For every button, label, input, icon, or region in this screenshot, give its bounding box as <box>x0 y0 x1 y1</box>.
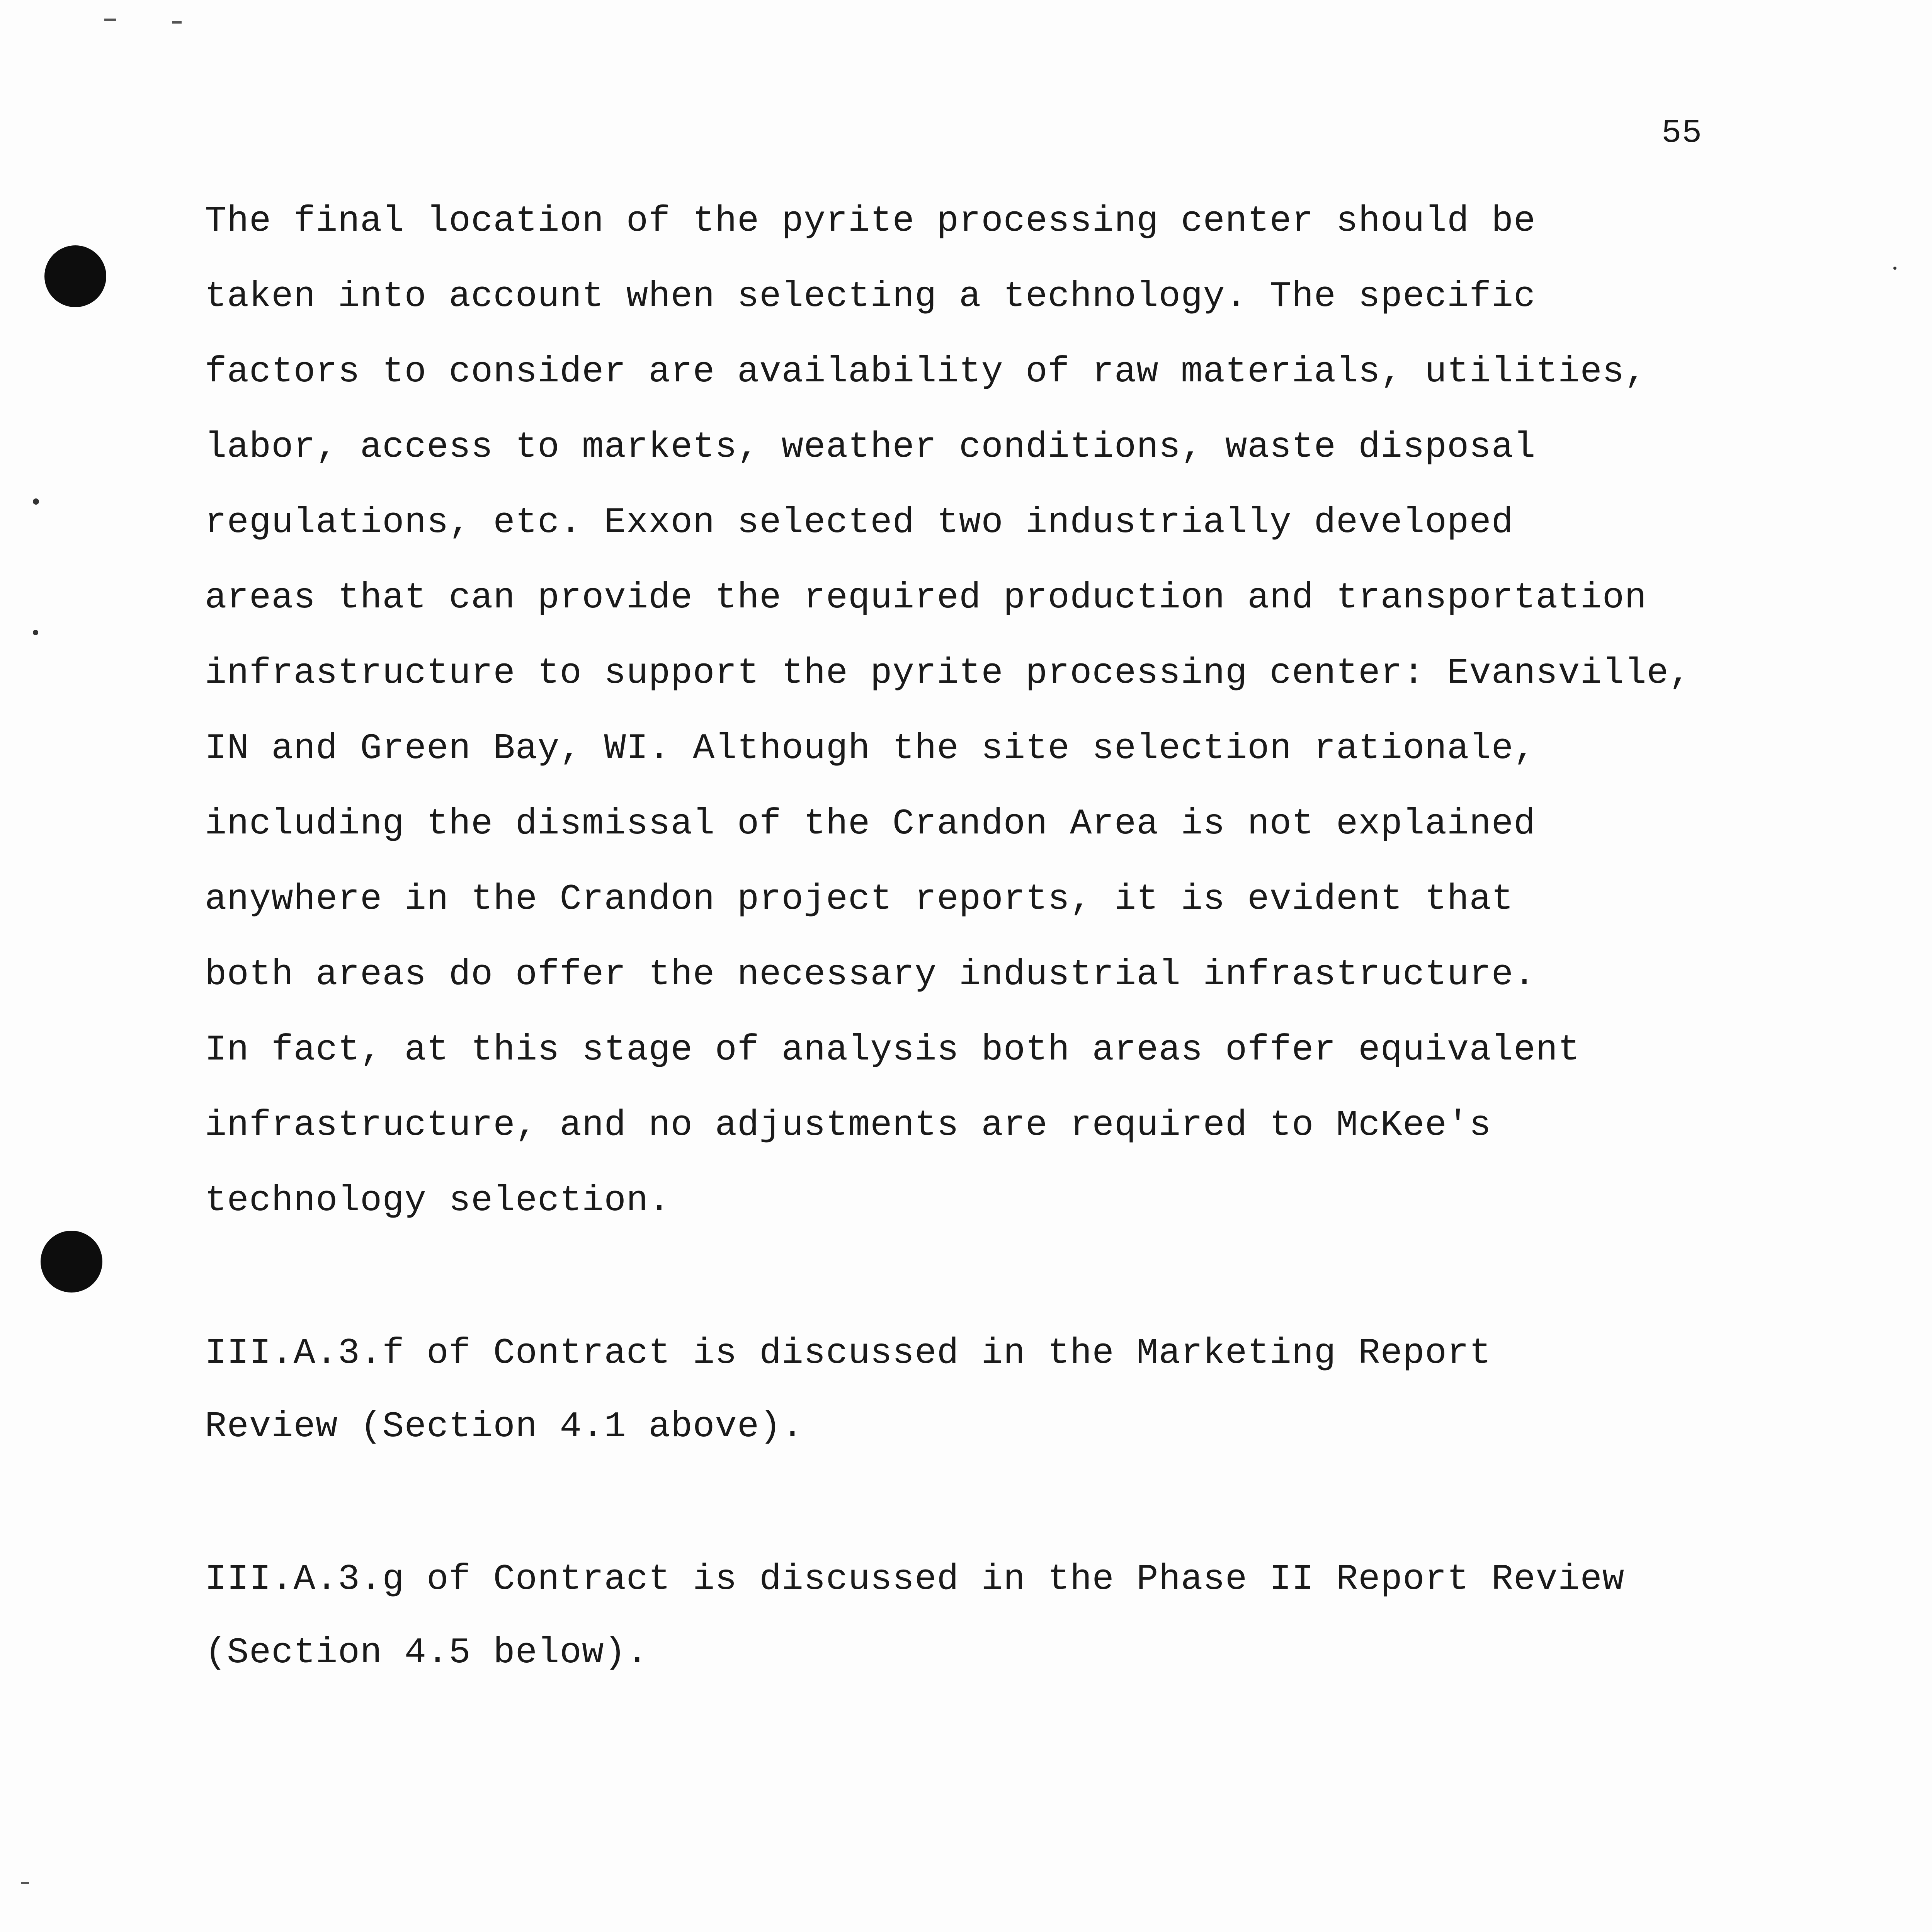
scan-mark <box>1893 267 1896 270</box>
page-number: 55 <box>1662 114 1702 152</box>
paragraph-1-line: anywhere in the Crandon project reports, it is evident that <box>205 879 1514 920</box>
punch-hole-middle <box>41 1231 102 1293</box>
scan-mark <box>33 630 38 635</box>
paragraph-2-line: III.A.3.f of Contract is discussed in the Marketing Report <box>205 1333 1492 1374</box>
paragraph-1-line: In fact, at this stage of analysis both areas offer equivalent <box>205 1030 1580 1071</box>
paragraph-1-line: regulations, etc. Exxon selected two industrially developed <box>205 502 1514 543</box>
paragraph-1-line: infrastructure, and no adjustments are required to McKee's <box>205 1105 1492 1146</box>
paragraph-3-line: III.A.3.g of Contract is discussed in the Phase II Report Review <box>205 1559 1625 1600</box>
scan-mark <box>21 1882 29 1884</box>
scan-mark <box>33 498 39 505</box>
paragraph-1-line: areas that can provide the required production and transportation <box>205 578 1647 619</box>
paragraph-1-line: both areas do offer the necessary industrial infrastructure. <box>205 954 1536 995</box>
paragraph-1-line: taken into account when selecting a technology. The specific <box>205 276 1536 317</box>
punch-hole-top <box>44 245 106 307</box>
paragraph-1-line: The final location of the pyrite processing center should be <box>205 201 1536 242</box>
paragraph-3-line: (Section 4.5 below). <box>205 1633 649 1673</box>
paragraph-1-line: infrastructure to support the pyrite processing center: Evansville, <box>205 653 1691 694</box>
paragraph-2-line: Review (Section 4.1 above). <box>205 1406 804 1447</box>
paragraph-1-line: technology selection. <box>205 1180 671 1221</box>
paragraph-1-line: labor, access to markets, weather conditions, waste disposal <box>205 427 1536 468</box>
paragraph-1-line: including the dismissal of the Crandon Area is not explained <box>205 804 1536 845</box>
paragraph-1-line: factors to consider are availability of raw materials, utilities, <box>205 352 1647 393</box>
scan-mark <box>104 19 116 21</box>
scan-mark <box>172 21 182 24</box>
paragraph-1-line: IN and Green Bay, WI. Although the site selection rationale, <box>205 728 1536 769</box>
